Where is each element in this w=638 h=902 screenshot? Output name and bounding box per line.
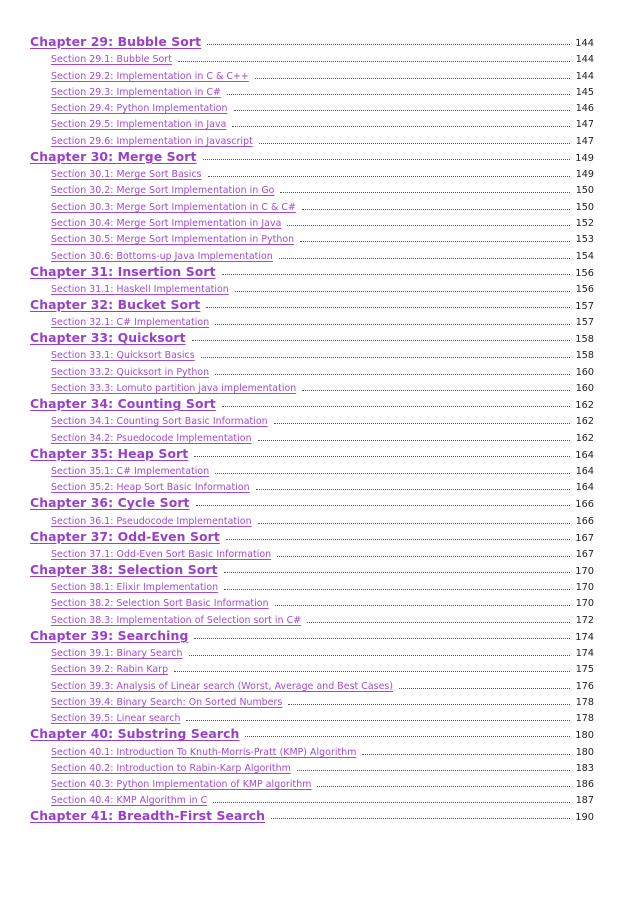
toc-section-link[interactable]: Section 35.2: Heap Sort Basic Information <box>51 482 250 494</box>
page-number: 164 <box>575 482 594 494</box>
toc-section-row[interactable] <box>30 378 594 394</box>
dot-leader <box>271 818 570 819</box>
dot-leader <box>203 159 570 160</box>
toc-chapter-row[interactable] <box>30 147 594 164</box>
page-number: 166 <box>575 499 594 511</box>
toc-section-link[interactable]: Section 40.3: Python Implementation of KMP algorithm <box>51 779 312 791</box>
toc-section-row[interactable] <box>30 411 594 427</box>
dot-leader <box>194 638 570 639</box>
page-number: 156 <box>575 267 594 279</box>
toc-chapter-row[interactable] <box>30 32 594 49</box>
dot-leader <box>259 143 570 144</box>
toc-section-row[interactable] <box>30 758 594 774</box>
toc-section-link[interactable]: Section 38.3: Implementation of Selection sort in C# <box>51 614 302 626</box>
page-number: 150 <box>575 201 594 213</box>
toc-section-row[interactable] <box>30 675 594 691</box>
toc-chapter-row[interactable] <box>30 444 594 461</box>
toc-section-row[interactable] <box>30 477 594 493</box>
page-number: 178 <box>575 713 594 725</box>
page-number: 158 <box>575 350 594 362</box>
toc-section-link[interactable]: Section 36.1: Pseudocode Implementation <box>51 515 252 527</box>
toc-section-link[interactable]: Section 31.1: Haskell Implementation <box>51 283 229 295</box>
toc-section-link[interactable]: Section 34.1: Counting Sort Basic Information <box>51 416 268 428</box>
page-number: 174 <box>575 648 594 660</box>
toc-section-row[interactable] <box>30 229 594 245</box>
dot-leader <box>194 456 570 457</box>
dot-leader <box>208 176 570 177</box>
toc-section-link[interactable]: Section 30.6: Bottoms-up Java Implementation <box>51 250 273 262</box>
toc-chapter-link[interactable]: Chapter 37: Odd-Even Sort <box>30 528 220 544</box>
page-number: 166 <box>575 515 594 527</box>
page-number: 190 <box>575 812 594 824</box>
page-number: 174 <box>575 631 594 643</box>
toc-section-link[interactable]: Section 29.5: Implementation in Java <box>51 119 227 131</box>
toc-section-row[interactable] <box>30 213 594 229</box>
toc-chapter-link[interactable]: Chapter 39: Searching <box>30 627 189 643</box>
toc-section-link[interactable]: Section 35.1: C# Implementation <box>51 465 210 477</box>
toc-section-row[interactable] <box>30 196 594 212</box>
toc-chapter-link[interactable]: Chapter 40: Substring Search <box>30 726 240 742</box>
dot-leader <box>192 340 570 341</box>
dot-leader <box>280 192 570 193</box>
toc-section-link[interactable]: Section 29.1: Bubble Sort <box>51 54 172 66</box>
dot-leader <box>317 786 570 787</box>
page-number: 149 <box>575 152 594 164</box>
toc-section-row[interactable] <box>30 361 594 377</box>
page-number: 170 <box>575 582 594 594</box>
dot-leader <box>274 423 570 424</box>
toc-section-row[interactable] <box>30 510 594 526</box>
page-number: 172 <box>575 614 594 626</box>
toc-chapter-row[interactable] <box>30 295 594 312</box>
toc-section-row[interactable] <box>30 692 594 708</box>
toc-section-row[interactable] <box>30 609 594 625</box>
dot-leader <box>186 720 570 721</box>
dot-leader <box>207 44 570 45</box>
dot-leader <box>201 357 570 358</box>
page-number: 162 <box>575 432 594 444</box>
toc-section-row[interactable] <box>30 245 594 261</box>
page-number: 154 <box>575 250 594 262</box>
dot-leader <box>234 110 571 111</box>
toc-chapter-link[interactable]: Chapter 41: Breadth-First Search <box>30 808 266 824</box>
toc-section-row[interactable] <box>30 82 594 98</box>
toc-section-row[interactable] <box>30 114 594 130</box>
dot-leader <box>277 556 570 557</box>
dot-leader <box>222 406 570 407</box>
toc-section-link[interactable]: Section 34.2: Psuedocode Implementation <box>51 432 252 444</box>
toc-chapter-link[interactable]: Chapter 32: Bucket Sort <box>30 296 201 312</box>
toc-section-link[interactable]: Section 30.1: Merge Sort Basics <box>51 169 202 181</box>
dot-leader <box>227 94 570 95</box>
toc-section-link[interactable]: Section 33.1: Quicksort Basics <box>51 350 195 362</box>
page-number: 164 <box>575 449 594 461</box>
toc-chapter-row[interactable] <box>30 328 594 345</box>
toc-section-link[interactable]: Section 30.4: Merge Sort Implementation in Java <box>51 217 282 229</box>
page-number: 167 <box>575 532 594 544</box>
page-number: 178 <box>575 696 594 708</box>
toc-section-link[interactable]: Section 33.3: Lomuto partition java implementation <box>51 383 297 395</box>
dot-leader <box>275 605 570 606</box>
toc-section-row[interactable] <box>30 790 594 806</box>
toc-section-row[interactable] <box>30 774 594 790</box>
dot-leader <box>232 126 570 127</box>
dot-leader <box>215 324 570 325</box>
toc-section-row[interactable] <box>30 49 594 65</box>
toc-chapter-row[interactable] <box>30 527 594 544</box>
page-number: 170 <box>575 598 594 610</box>
page-number: 162 <box>575 416 594 428</box>
dot-leader <box>279 258 570 259</box>
page-number: 145 <box>575 86 594 98</box>
page-number: 153 <box>575 234 594 246</box>
page-number: 156 <box>575 283 594 295</box>
toc-section-link[interactable]: Section 39.4: Binary Search: On Sorted Numbers <box>51 696 283 708</box>
page-number: 147 <box>575 135 594 147</box>
dot-leader <box>178 61 570 62</box>
toc-section-row[interactable] <box>30 65 594 81</box>
toc-section-link[interactable]: Section 40.1: Introduction To Knuth-Morris-Pratt (KMP) Algorithm <box>51 746 357 758</box>
page-number: 187 <box>575 795 594 807</box>
page-number: 164 <box>575 465 594 477</box>
dot-leader <box>224 589 570 590</box>
toc-section-row[interactable] <box>30 577 594 593</box>
page-number: 144 <box>575 70 594 82</box>
toc-chapter-link[interactable]: Chapter 35: Heap Sort <box>30 445 189 461</box>
page-number: 157 <box>575 317 594 329</box>
toc-section-row[interactable] <box>30 427 594 443</box>
page-number: 176 <box>575 680 594 692</box>
toc-chapter-link[interactable]: Chapter 31: Insertion Sort <box>30 263 216 279</box>
toc-section-row[interactable] <box>30 659 594 675</box>
toc-section-link[interactable]: Section 29.2: Implementation in C & C++ <box>51 70 249 82</box>
page-number: 158 <box>575 334 594 346</box>
toc-section-row[interactable] <box>30 98 594 114</box>
dot-leader <box>256 489 570 490</box>
page-number: 157 <box>575 300 594 312</box>
dot-leader <box>224 572 570 573</box>
page-number: 183 <box>575 762 594 774</box>
page-number: 149 <box>575 169 594 181</box>
dot-leader <box>302 390 570 391</box>
page-number: 160 <box>575 366 594 378</box>
toc-section-link[interactable]: Section 30.2: Merge Sort Implementation in Go <box>51 185 275 197</box>
dot-leader <box>222 274 570 275</box>
dot-leader <box>174 671 570 672</box>
dot-leader <box>258 440 570 441</box>
toc-section-link[interactable]: Section 39.5: Linear search <box>51 713 181 725</box>
page-number: 186 <box>575 779 594 791</box>
page-number: 160 <box>575 383 594 395</box>
dot-leader <box>206 307 570 308</box>
dot-leader <box>297 770 570 771</box>
toc-chapter-row[interactable] <box>30 724 594 741</box>
dot-leader <box>196 505 570 506</box>
page-number: 180 <box>575 746 594 758</box>
toc-section-row[interactable] <box>30 130 594 146</box>
page-number: 170 <box>575 565 594 577</box>
dot-leader <box>307 622 570 623</box>
toc-chapter-link[interactable]: Chapter 30: Merge Sort <box>30 148 197 164</box>
toc-section-link[interactable]: Section 40.2: Introduction to Rabin-Karp Algorithm <box>51 762 291 774</box>
toc-section-link[interactable]: Section 29.4: Python Implementation <box>51 103 228 115</box>
toc-section-link[interactable]: Section 39.1: Binary Search <box>51 648 183 660</box>
toc-section-row[interactable] <box>30 708 594 724</box>
toc-section-row[interactable] <box>30 279 594 295</box>
toc-chapter-row[interactable] <box>30 806 594 823</box>
toc-section-row[interactable] <box>30 345 594 361</box>
toc-section-link[interactable]: Section 38.1: Elixir Implementation <box>51 582 219 594</box>
page-number: 175 <box>575 664 594 676</box>
page-number: 167 <box>575 548 594 560</box>
toc-section-link[interactable]: Section 30.5: Merge Sort Implementation in Python <box>51 234 295 246</box>
toc-section-row[interactable] <box>30 180 594 196</box>
toc-chapter-row[interactable] <box>30 626 594 643</box>
dot-leader <box>302 209 570 210</box>
dot-leader <box>288 704 570 705</box>
toc-section-link[interactable]: Section 30.3: Merge Sort Implementation in C & C# <box>51 201 296 213</box>
toc-chapter-link[interactable]: Chapter 34: Counting Sort <box>30 396 216 412</box>
toc-section-link[interactable]: Section 38.2: Selection Sort Basic Information <box>51 598 269 610</box>
toc-chapter-link[interactable]: Chapter 33: Quicksort <box>30 330 186 346</box>
toc-section-link[interactable]: Section 37.1: Odd-Even Sort Basic Information <box>51 548 272 560</box>
toc-section-link[interactable]: Section 29.6: Implementation in Javascript <box>51 135 253 147</box>
toc-section-row[interactable] <box>30 164 594 180</box>
table-of-contents <box>30 32 594 823</box>
toc-section-row[interactable] <box>30 312 594 328</box>
dot-leader <box>258 523 570 524</box>
page-number: 162 <box>575 400 594 412</box>
toc-section-row[interactable] <box>30 461 594 477</box>
dot-leader <box>226 539 570 540</box>
dot-leader <box>245 736 570 737</box>
dot-leader <box>235 291 570 292</box>
toc-section-row[interactable] <box>30 741 594 757</box>
page-number: 146 <box>575 103 594 115</box>
page-number: 144 <box>575 38 594 49</box>
toc-section-link[interactable]: Section 29.3: Implementation in C# <box>51 86 221 98</box>
page-number: 144 <box>575 54 594 66</box>
dot-leader <box>362 754 570 755</box>
toc-section-link[interactable]: Section 40.4: KMP Algorithm in C <box>51 795 208 807</box>
toc-chapter-link[interactable]: Chapter 29: Bubble Sort <box>30 34 202 49</box>
toc-chapter-link[interactable]: Chapter 38: Selection Sort <box>30 561 218 577</box>
dot-leader <box>215 374 570 375</box>
toc-section-row[interactable] <box>30 544 594 560</box>
page-number: 147 <box>575 119 594 131</box>
toc-chapter-row[interactable] <box>30 394 594 411</box>
toc-section-link[interactable]: Section 32.1: C# Implementation <box>51 317 210 329</box>
dot-leader <box>300 241 570 242</box>
dot-leader <box>213 802 570 803</box>
page-number: 152 <box>575 217 594 229</box>
toc-section-row[interactable] <box>30 643 594 659</box>
toc-chapter-row[interactable] <box>30 262 594 279</box>
toc-section-row[interactable] <box>30 593 594 609</box>
dot-leader <box>255 78 570 79</box>
page-number: 150 <box>575 185 594 197</box>
toc-section-link[interactable]: Section 39.3: Analysis of Linear search (Worst, Average and Best Cases) <box>51 680 394 692</box>
dot-leader <box>287 225 570 226</box>
dot-leader <box>189 655 571 656</box>
toc-chapter-row[interactable] <box>30 560 594 577</box>
toc-chapter-row[interactable] <box>30 493 594 510</box>
dot-leader <box>215 473 570 474</box>
toc-section-link[interactable]: Section 33.2: Quicksort in Python <box>51 366 210 378</box>
toc-section-link[interactable]: Section 39.2: Rabin Karp <box>51 664 169 676</box>
page-number: 180 <box>575 730 594 742</box>
toc-chapter-link[interactable]: Chapter 36: Cycle Sort <box>30 495 190 511</box>
dot-leader <box>399 688 570 689</box>
